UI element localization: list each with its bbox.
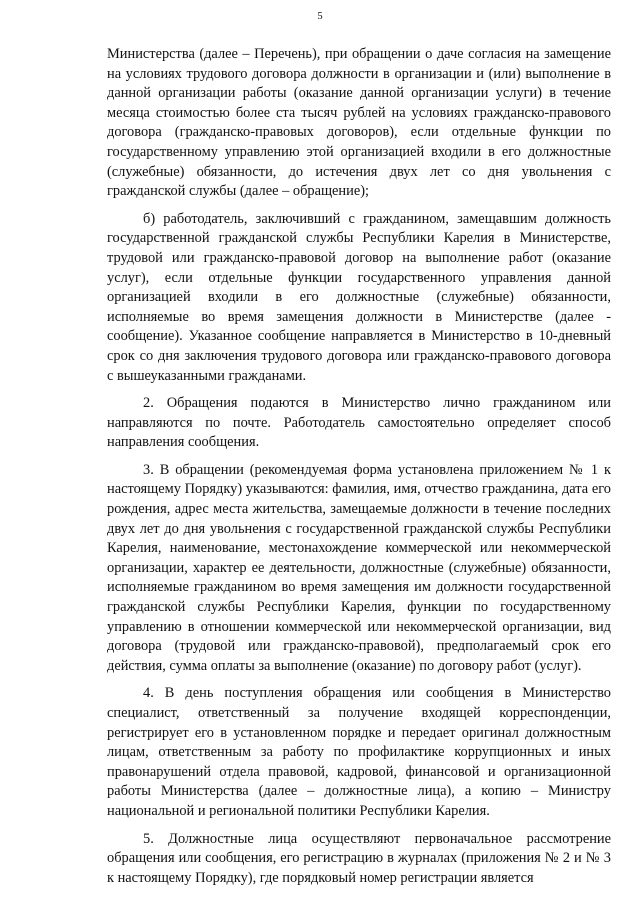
- paragraph-b-employer: б) работодатель, заключивший с гражданином, замещавшим должность государственной гражданской службы Республики Карелия в Министерстве, трудовой или гражданско-правовой договор на выполнение работ (оказание услуг), если отдельные функции государственного управления данной организацией входили в его должностные (служебные) обязанности, исполняемые во время замещения должности в Министерстве (далее - сообщение). Указанное сообщение направляется в Министерство в 10-дневный срок со дня заключения трудового договора или гражданско-правового договора с вышеуказанными гражданами.: [107, 210, 611, 384]
- paragraph-2-submission: 2. Обращения подаются в Министерство лично гражданином или направляются по почте. Работодатель самостоятельно определяет способ направления сообщения.: [107, 395, 611, 451]
- page-number: 5: [317, 11, 323, 22]
- paragraph-4-registration: 4. В день поступления обращения или сообщения в Министерство специалист, ответственный за получение входящей корреспонденции, регистрирует его в установленном порядке и передает оригинал должностным лицам, ответственным за работу по профилактике коррупционных и иных правонарушений отдела правовой, кадровой, финансовой и организационной работы Министерства (далее – должностные лица), а копию – Министру национальной и региональной политики Республики Карелия.: [107, 685, 611, 819]
- paragraph-3-appeal-contents: 3. В обращении (рекомендуемая форма установлена приложением № 1 к настоящему Порядку) указываются: фамилия, имя, отчество гражданина, дата его рождения, адрес места жительства, замещаемые должности в течение последних двух лет до дня увольнения с государственной гражданской службы Республики Карелия, наименование, местонахождение коммерческой или некоммерческой организации, характер ее деятельности, должностные (служебные) обязанности, исполняемые гражданином во время замещения им должности государственной гражданской службы Республики Карелия, функции по государственному управлению в отношении коммерческой или некоммерческой организации, вид договора (трудовой или гражданско-правовой), предполагаемый срок его действия, сумма оплаты за выполнение (оказание) по договору работ (услуг).: [107, 461, 611, 674]
- paragraph-5-review: 5. Должностные лица осуществляют первоначальное рассмотрение обращения или сообщения, его регистрацию в журналах (приложения № 2 и № 3 к настоящему Порядку), где порядковый номер регистрации является: [107, 830, 611, 886]
- document-body: [107, 45, 611, 896]
- paragraph-continuation: Министерства (далее – Перечень), при обращении о даче согласия на замещение на условиях трудового договора должности в организации и (или) выполнение в данной организации работы (оказание данной организации услуги) в течение месяца стоимостью более ста тысяч рублей на условиях гражданско-правового договора (гражданско-правовых договоров), если отдельные функции по государственному управлению этой организацией входили в его должностные (служебные) обязанности, до истечения двух лет со дня увольнения с гражданской службы (далее – обращение);: [107, 46, 611, 200]
